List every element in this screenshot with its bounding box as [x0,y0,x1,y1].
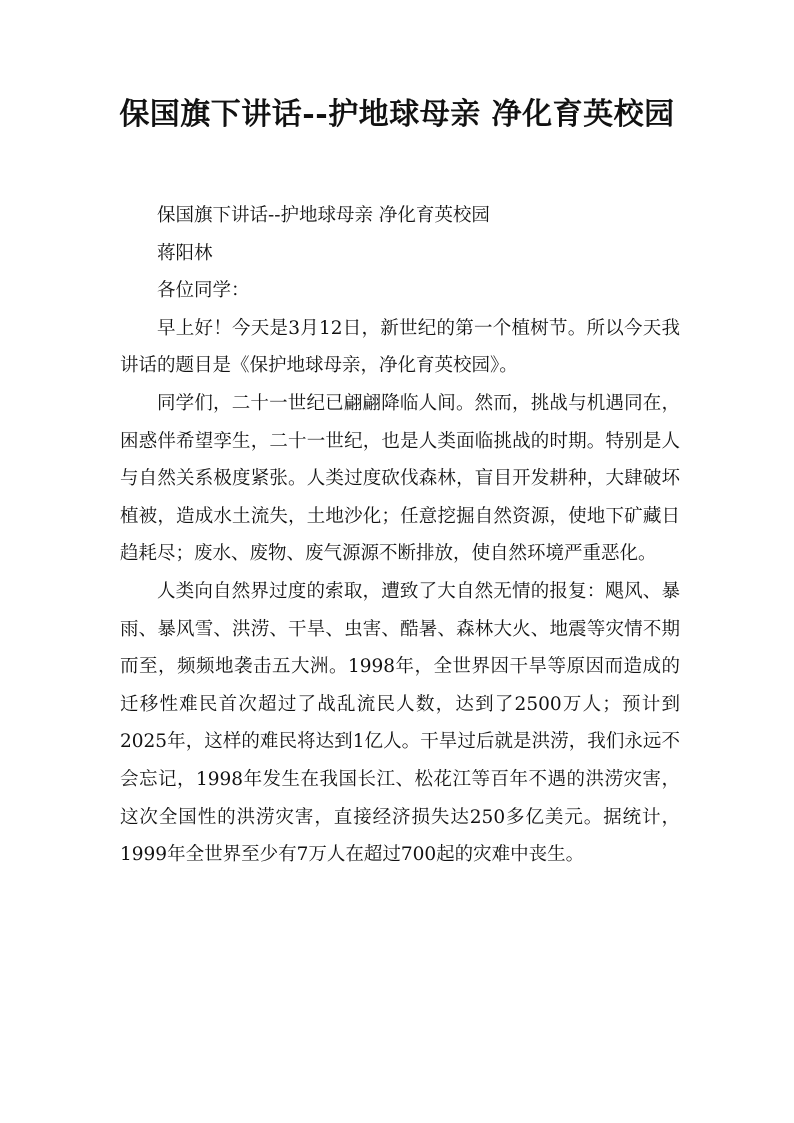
document-title: 保国旗下讲话--护地球母亲 净化育英校园 [119,97,675,132]
paragraph-heading-repeat: 保国旗下讲话--护地球母亲 净化育英校园 [157,205,490,226]
paragraph-author: 蒋阳林 [157,242,213,264]
paragraph-disasters: 人类向自然界过度的索取，遭致了大自然无情的报复：飓风、暴雨、暴风雪、洪涝、干旱、虫害、酷暑、森林大火、地震等灾情不期而至，频频地袭击五大洲。1998年，全世界因干旱等原因而造成的迁移性难民首次超过了战乱流民人数，达到了2500万人；预计到2025年，这样的难民将达到1亿人。干旱过后就是洪涝，我们永远不会忘记，1998年发生在我国长江、松花江等百年不遇的洪涝灾害，这次全国性的洪涝灾害，直接经济损失达250多亿美元。据统计，1999年全世界至少有7万人在超过700起的灾难中丧生。 [120,580,680,866]
paragraph-greeting: 早上好！今天是3月12日，新世纪的第一个植树节。所以今天我讲话的题目是《保护地球母亲，净化育英校园》。 [120,317,680,377]
paragraph-salutation: 各位同学： [157,280,250,302]
document-body [120,197,680,874]
paragraph-challenges: 同学们，二十一世纪已翩翩降临人间。然而，挑战与机遇同在，困惑伴希望孪生，二十一世纪，也是人类面临挑战的时期。特别是人与自然关系极度紧张。人类过度砍伐森林，盲目开发耕种，大肆破坏植被，造成水土流失，土地沙化；任意挖掘自然资源，使地下矿藏日趋耗尽；废水、废物、废气源源不断排放，使自然环境严重恶化。 [120,392,680,565]
